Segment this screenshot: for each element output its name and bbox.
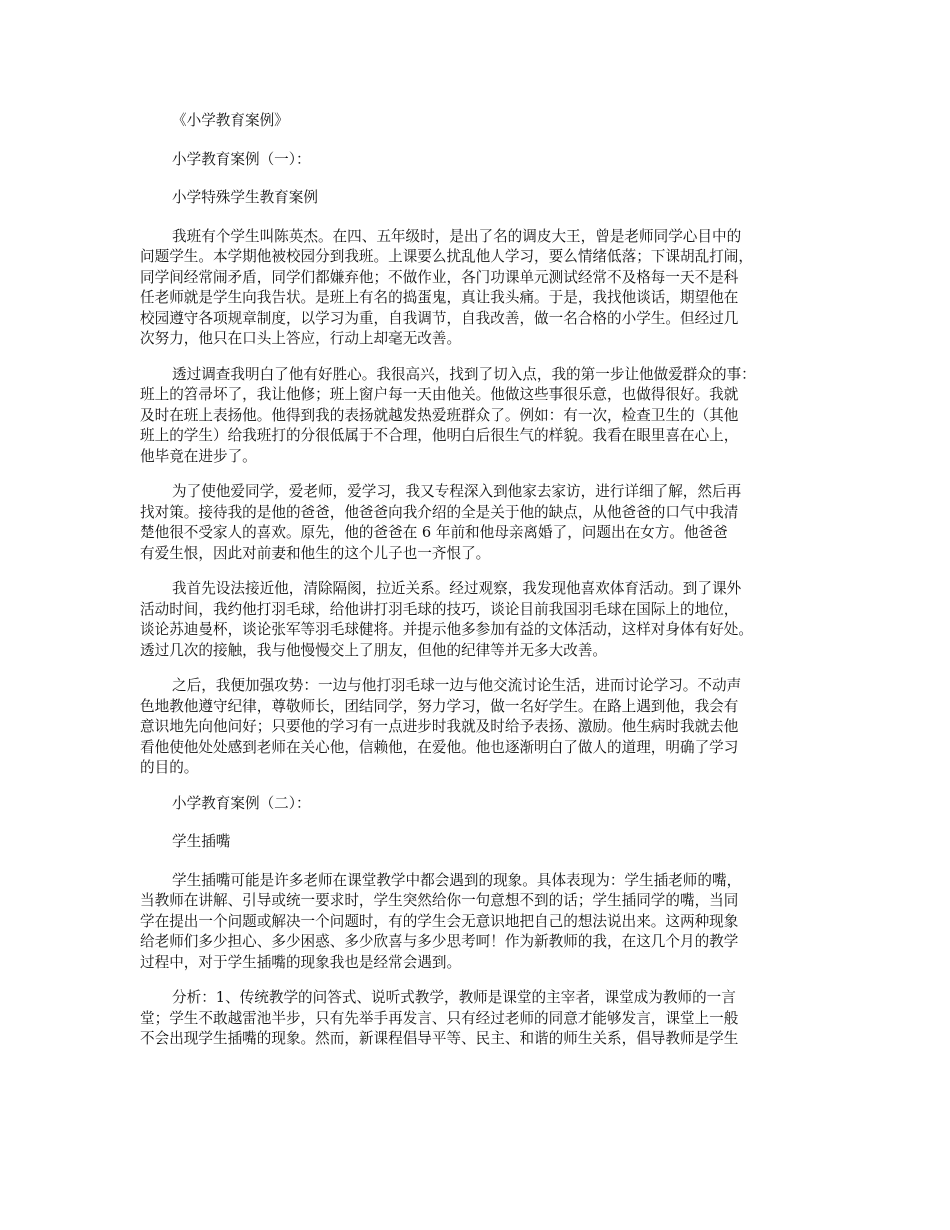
paragraph-line: 楚他很不受家人的喜欢。原先，他的爸爸在 6 年前和他母亲离婚了，问题出在女方。他爸爸 <box>140 524 728 541</box>
paragraph-line: 我首先设法接近他，清除隔阂，拉近关系。经过观察，我发现他喜欢体育活动。到了课外 <box>172 580 742 597</box>
paragraph-line: 当教师在讲解、引导或统一要求时，学生突然给你一句意想不到的话；学生插同学的嘴，当同 <box>140 892 739 909</box>
case2-subtitle: 学生插嘴 <box>172 833 231 850</box>
paragraph-line: 他毕竟在进步了。 <box>140 447 257 465</box>
paragraph-3 <box>140 482 820 564</box>
paragraph-line: 及时在班上表扬他。他得到我的表扬就越发热爱班群众了。例如：有一次，检查卫生的（其他 <box>140 406 739 424</box>
case2-heading: 小学教育案例（二）： <box>172 794 311 812</box>
paragraph-line: 学生插嘴可能是许多老师在课堂教学中都会遇到的现象。具体表现为：学生插老师的嘴， <box>172 871 742 889</box>
paragraph-line: 有爱生恨，因此对前妻和他生的这个儿子也一齐恨了。 <box>140 544 491 562</box>
paragraph-line: 谈论苏迪曼杯，谈论张军等羽毛球健将。并提示他多参加有益的文体活动，这样对身体有好处。 <box>140 621 753 638</box>
paragraph-line: 意识地先向他问好；只要他的学习有一点进步时我就及时给予表扬、激励。他生病时我就去他 <box>140 718 739 735</box>
paragraph-line: 之后，我便加强攻势：一边与他打羽毛球一边与他交流讨论生活，进而讨论学习。不动声 <box>172 677 742 694</box>
paragraph-line: 校园遵守各项规章制度，以学习为重，自我调节，自我改善，做一名合格的小学生。但经过几 <box>140 309 739 327</box>
paragraph-line: 过程中，对于学生插嘴的现象我也是经常会遇到。 <box>140 953 462 971</box>
paragraph-4 <box>140 579 820 661</box>
paragraph-line: 班上的笤帚坏了，我让他修；班上窗户每一天由他关。他做这些事很乐意，也做得很好。我就 <box>140 386 739 403</box>
paragraph-line: 透过调查我明白了他有好胜心。我很高兴，找到了切入点，我的第一步让他做爱群众的事： <box>172 365 756 383</box>
document-body <box>140 111 820 1065</box>
paragraph-6 <box>140 871 820 974</box>
paragraph-line: 找对策。接待我的是他的爸爸，他爸爸向我介绍的全是关于他的缺点，从他爸爸的口气中我清 <box>140 503 739 521</box>
case1-heading: 小学教育案例（一）： <box>172 150 311 168</box>
paragraph-line: 看他使他处处感到老师在关心他，信赖他，在爱他。他也逐渐明白了做人的道理，明确了学习 <box>140 738 739 756</box>
paragraph-2 <box>140 365 820 468</box>
paragraph-1 <box>140 227 820 350</box>
paragraph-7 <box>140 988 820 1050</box>
paragraph-line: 透过几次的接触，我与他慢慢交上了朋友，但他的纪律等并无多大改善。 <box>140 641 608 659</box>
paragraph-line: 学在提出一个问题或解决一个问题时，有的学生会无意识地把自己的想法说出来。这两种现象 <box>140 912 739 930</box>
paragraph-line: 班上的学生）给我班打的分很低属于不合理，他明白后很生气的样貌。我看在眼里喜在心上， <box>140 427 739 444</box>
paragraph-line: 任老师就是学生向我告状。是班上有名的捣蛋鬼，真让我头痛。于是，我找他谈话，期望他在 <box>140 289 739 306</box>
paragraph-line: 给老师们多少担心、多少困惑、多少欣喜与多少思考呵！作为新教师的我，在这几个月的教学 <box>140 933 739 950</box>
document-title: 《小学教育案例》 <box>172 112 289 129</box>
paragraph-5 <box>140 676 820 779</box>
paragraph-line: 我班有个学生叫陈英杰。在四、五年级时，是出了名的调皮大王，曾是老师同学心目中的 <box>172 227 742 245</box>
paragraph-line: 为了使他爱同学，爱老师，爱学习，我又专程深入到他家去家访，进行详细了解，然后再 <box>172 483 742 500</box>
case1-subtitle: 小学特殊学生教育案例 <box>172 189 318 206</box>
paragraph-line: 的目的。 <box>140 759 199 776</box>
paragraph-line: 分析：1、传统教学的问答式、说听式教学，教师是课堂的主宰者，课堂成为教师的一言 <box>172 989 736 1006</box>
paragraph-line: 不会出现学生插嘴的现象。然而，新课程倡导平等、民主、和谐的师生关系，倡导教师是学生 <box>140 1030 739 1047</box>
paragraph-line: 同学间经常闹矛盾，同学们都嫌弃他；不做作业，各门功课单元测试经常不及格每一天不是科 <box>140 268 739 286</box>
paragraph-line: 堂；学生不敢越雷池半步，只有先举手再发言、只有经过老师的同意才能够发言，课堂上一般 <box>140 1009 739 1027</box>
paragraph-line: 活动时间，我约他打羽毛球，给他讲打羽毛球的技巧，谈论目前我国羽毛球在国际上的地位， <box>140 600 739 618</box>
paragraph-line: 问题学生。本学期他被校园分到我班。上课要么扰乱他人学习，要么情绪低落；下课胡乱打闹， <box>140 248 753 265</box>
paragraph-line: 色地教他遵守纪律，尊敬师长，团结同学，努力学习，做一名好学生。在路上遇到他，我会有 <box>140 697 739 715</box>
paragraph-line: 次努力，他只在口头上答应，行动上却毫无改善。 <box>140 330 462 347</box>
